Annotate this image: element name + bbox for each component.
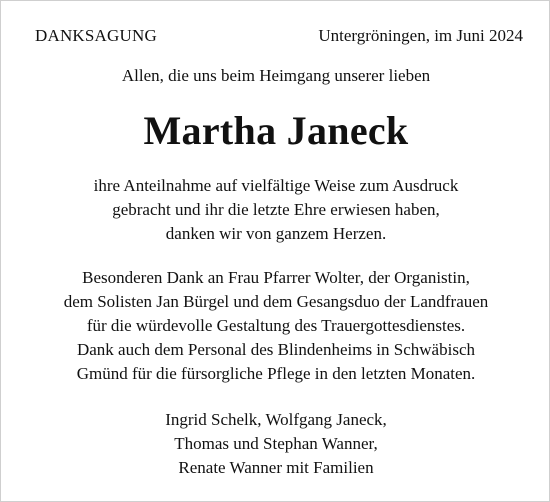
thanks-line: gebracht und ihr die letzte Ehre erwiesen haben, (112, 200, 440, 219)
signer-line: Thomas und Stephan Wanner, (174, 434, 378, 453)
special-thanks-line: Gmünd für die fürsorgliche Pflege in den letzten Monaten. (76, 364, 476, 383)
signers-block (1, 408, 550, 480)
place-date-line: Untergröningen, im Juni 2024 (318, 26, 523, 45)
special-thanks-line: Dank auch dem Personal des Blindenheims in Schwäbisch (76, 340, 475, 359)
notice-header (35, 25, 523, 47)
deceased-name: Martha Janeck (143, 108, 409, 153)
thanks-paragraph (1, 174, 550, 246)
notice-type-label: DANKSAGUNG (35, 26, 157, 45)
special-thanks-line: Besonderen Dank an Frau Pfarrer Wolter, der Organistin, (82, 268, 470, 287)
special-thanks-paragraph (1, 266, 550, 386)
thanks-line: ihre Anteilnahme auf vielfältige Weise zum Ausdruck (93, 176, 459, 195)
signer-line: Ingrid Schelk, Wolfgang Janeck, (165, 410, 387, 429)
intro-line: Allen, die uns beim Heimgang unserer lieben (121, 66, 431, 85)
thanks-line: danken wir von ganzem Herzen. (165, 224, 387, 243)
special-thanks-line: dem Solisten Jan Bürgel und dem Gesangsduo der Landfrauen (63, 292, 489, 311)
signer-line: Renate Wanner mit Familien (178, 458, 374, 477)
special-thanks-line: für die würdevolle Gestaltung des Trauergottesdienstes. (86, 316, 466, 335)
